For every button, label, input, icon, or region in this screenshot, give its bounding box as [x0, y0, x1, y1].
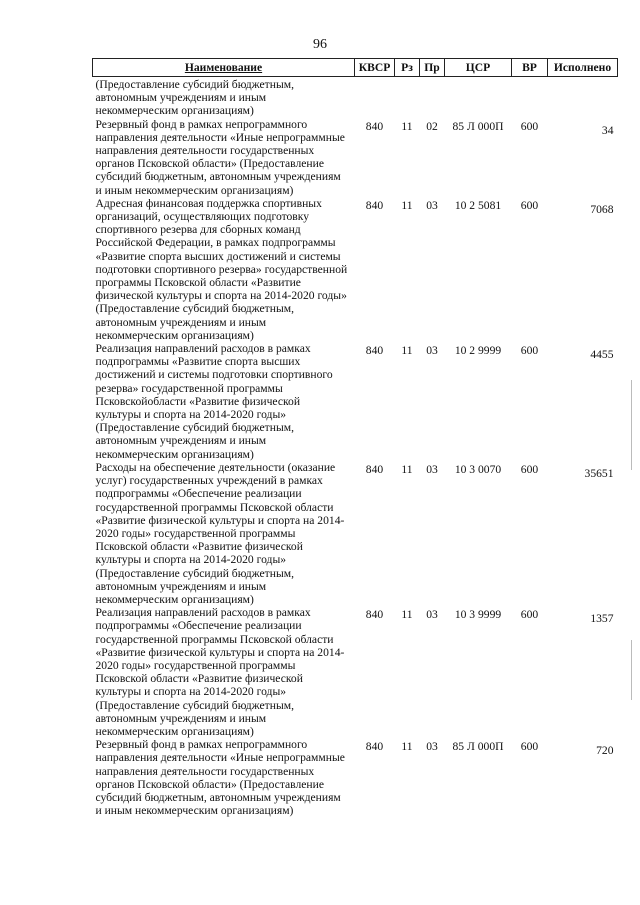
row-kvsr: 840 — [365, 119, 384, 133]
row-ispolneno: 720 — [596, 744, 614, 758]
header-kvsr: КВСР — [355, 59, 395, 77]
row-name: Резервный фонд в рамках непрограммного направления деятельности «Иные непрограммные направления деятельности государственных органов Псковской области» (Предоставление субсидий бюджетным, автономным учреждениям и иным некоммерческим организациям) — [95, 738, 345, 818]
row-name: Реализация направлений расходов в рамках подпрограммы «Развитие спорта высших достижений и системы подготовки спортивного резерва» государственной программы Псковскойобласти «Развитие физической культуры и спорта на 2014-2020 годы» (Предоставление субсидий бюджетным, автономным учреждениям и иным некоммерческим организациям) — [95, 342, 333, 461]
row-csr: 10 2 5081 — [454, 198, 502, 212]
row-kvsr: 840 — [365, 198, 384, 212]
row-kvsr: 840 — [365, 344, 384, 358]
row-pr: 03 — [426, 462, 438, 476]
row-ispolneno: 4455 — [590, 348, 614, 362]
row-csr: 10 3 0070 — [454, 462, 502, 476]
table-row — [93, 461, 618, 606]
row-pr: 03 — [426, 198, 438, 212]
row-csr: 10 3 9999 — [454, 608, 502, 622]
row-ispolneno: 34 — [601, 123, 614, 137]
row-vr: 600 — [520, 198, 539, 212]
header-rz: Рз — [395, 59, 420, 77]
table-header-row — [93, 59, 618, 77]
row-name: Адресная финансовая поддержка спортивных организаций, осуществляющих подготовку спортивного резерва для сборных команд Российской Федерации, в рамках подпрограммы «Развитие спорта высших достижений и системы подготовки спортивного резерва» государственной программы Псковской области «Развитие физической культуры и спорта на 2014-2020 годы» (Предоставление субсидий бюджетным, автономным учреждениям и иным некоммерческим организациям) — [95, 196, 348, 342]
row-name: Резервный фонд в рамках непрограммного направления деятельности «Иные непрограммные направления деятельности государственных органов Псковской области» (Предоставление субсидий бюджетным, автономным учреждениям и иным некоммерческим организациям) — [95, 117, 345, 197]
header-pr: Пр — [420, 59, 445, 77]
header-name: Наименование — [93, 59, 355, 77]
row-csr: 85 Л 000П — [452, 119, 504, 133]
row-rz: 11 — [401, 119, 413, 133]
header-ispolneno: Исполнено — [548, 59, 618, 77]
row-name: Реализация направлений расходов в рамках подпрограммы «Обеспечение реализации государственной программы Псковской области «Развитие физической культуры и спорта на 2014-2020 годы» государственной программы Псковской области «Развитие физической культуры и спорта на 2014-2020 годы» (Предоставление субсидий бюджетным, автономным учреждениям и иным некоммерческим организациям) — [95, 606, 345, 738]
row-name: Расходы на обеспечение деятельности (оказание услуг) государственных учреждений в рамках подпрограммы «Обеспечение реализации государственной программы Псковской области «Развитие физической культуры и спорта на 2014-2020 годы» государственной программы Псковской области «Развитие физической культуры и спорта на 2014-2020 годы» (Предоставление субсидий бюджетным, автономным учреждениям и иным некоммерческим организациям) — [95, 460, 345, 606]
table-row — [93, 118, 618, 197]
row-rz: 11 — [401, 740, 413, 754]
row-pr: 03 — [426, 344, 438, 358]
row-kvsr: 840 — [365, 740, 384, 754]
row-pr: 03 — [426, 608, 438, 622]
row-pr: 02 — [426, 119, 438, 133]
row-kvsr: 840 — [365, 608, 384, 622]
row-vr: 600 — [520, 119, 539, 133]
table-row — [93, 342, 618, 461]
row-rz: 11 — [401, 462, 413, 476]
row-csr: 10 2 9999 — [454, 344, 502, 358]
table-row — [93, 738, 618, 817]
table-row — [93, 197, 618, 342]
table-row-continuation — [93, 77, 618, 118]
continuation-text: (Предоставление субсидий бюджетным, автономным учреждениям и иным некоммерческим организациям) — [95, 78, 294, 118]
row-vr: 600 — [520, 740, 539, 754]
header-vr: ВР — [512, 59, 548, 77]
row-kvsr: 840 — [365, 462, 384, 476]
row-rz: 11 — [401, 608, 413, 622]
table-row — [93, 606, 618, 738]
row-vr: 600 — [520, 462, 539, 476]
row-ispolneno: 1357 — [590, 612, 614, 626]
row-ispolneno: 35651 — [584, 466, 614, 480]
budget-table — [92, 58, 618, 817]
row-vr: 600 — [520, 344, 539, 358]
row-rz: 11 — [401, 198, 413, 212]
row-pr: 03 — [426, 740, 438, 754]
row-csr: 85 Л 000П — [452, 740, 504, 754]
header-csr: ЦСР — [445, 59, 512, 77]
scan-edge-mark — [631, 640, 632, 700]
page-number: 96 — [313, 37, 327, 52]
row-vr: 600 — [520, 608, 539, 622]
row-rz: 11 — [401, 344, 413, 358]
row-ispolneno: 7068 — [590, 202, 614, 216]
scan-edge-mark — [631, 380, 632, 470]
